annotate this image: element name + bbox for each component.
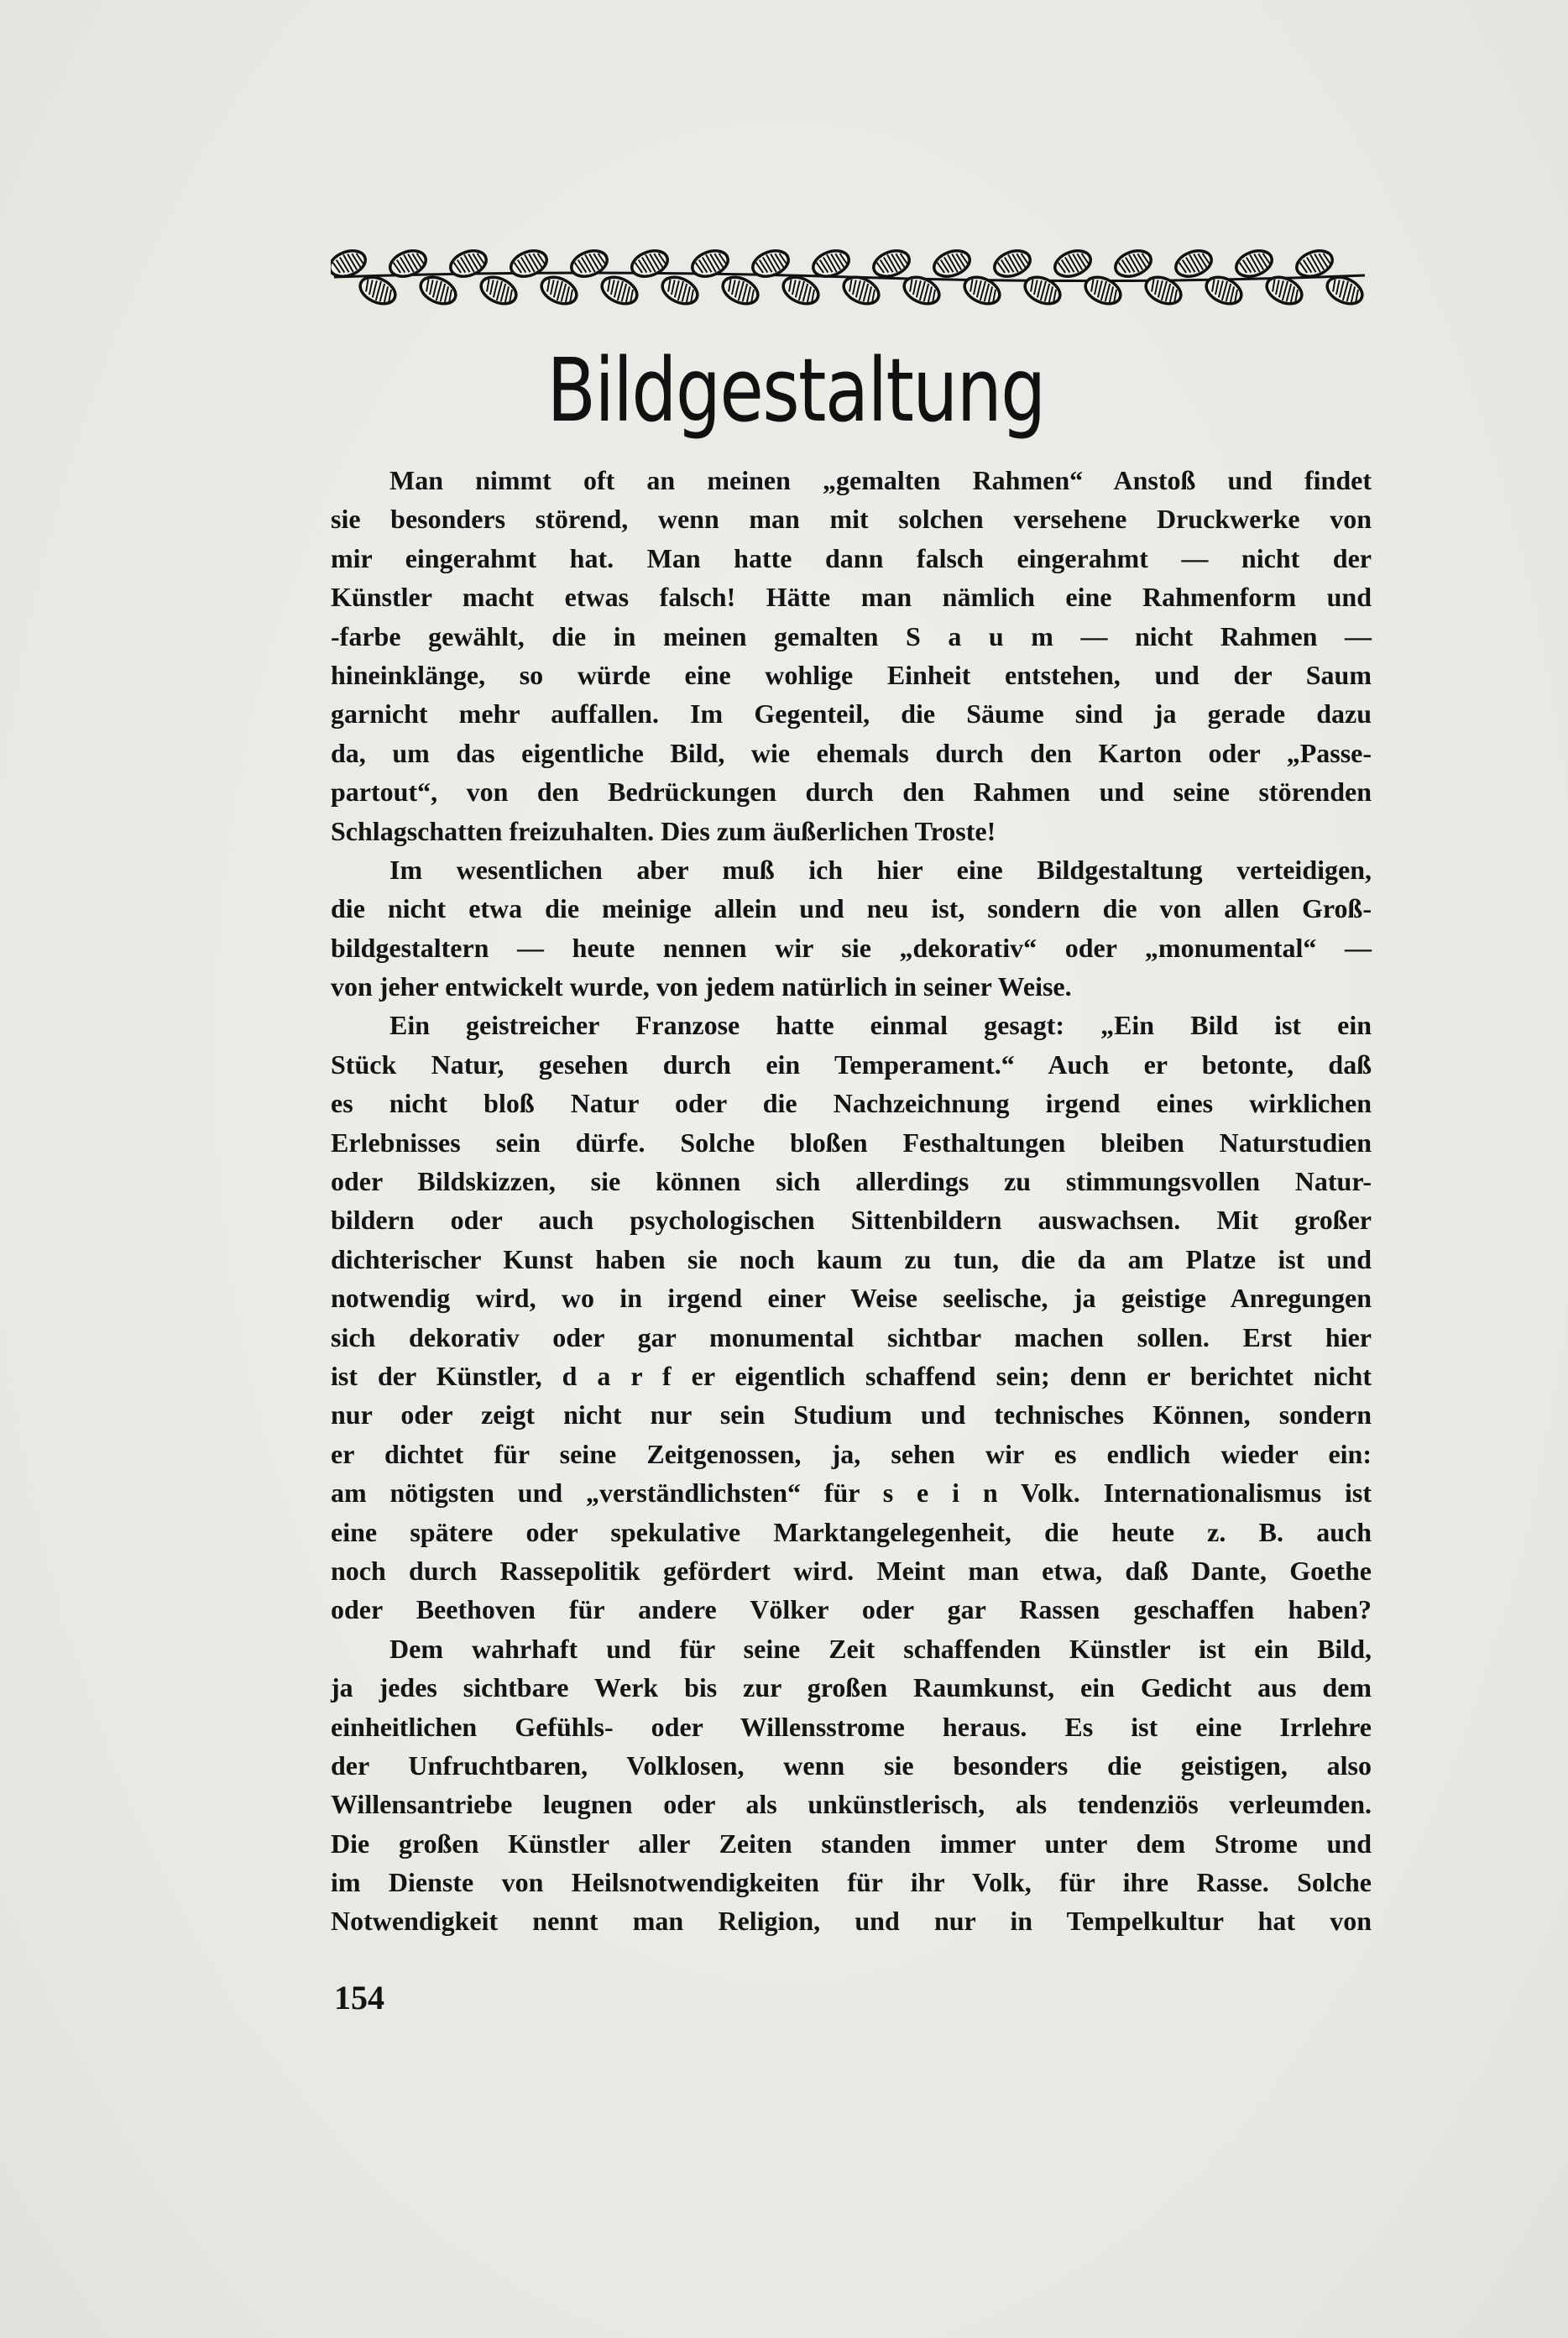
text-line: einheitlichen Gefühls- oder Willensstrome heraus. Es ist eine Irrlehre: [331, 1711, 1372, 1742]
leaf-icon: [1233, 246, 1276, 280]
text-line: partout“, von den Bedrückungen durch den Rahmen und seine störenden: [331, 777, 1372, 808]
text-line: Erlebnisses sein dürfe. Solche bloßen Festhaltungen bleiben Naturstudien: [331, 1127, 1372, 1158]
leaf-icon: [931, 246, 974, 280]
text-line: ja jedes sichtbare Werk bis zur großen Raumkunst, ein Gedicht aus dem: [331, 1672, 1372, 1703]
page-title: Bildgestaltung: [546, 339, 1045, 442]
text-line: nur oder zeigt nicht nur sein Studium und technisches Können, sondern: [331, 1399, 1372, 1431]
leaf-icon: [537, 272, 581, 309]
leaf-icon: [629, 246, 672, 280]
leaf-icon: [658, 272, 702, 309]
leaf-icon: [356, 272, 400, 309]
leaf-icon: [416, 272, 460, 309]
text-line: Ein geistreicher Franzose hatte einmal gesagt: „Ein Bild ist ein: [389, 1010, 1372, 1041]
leaf-icon: [779, 272, 823, 309]
leaf-icon: [568, 246, 611, 280]
leaf-icon: [870, 246, 913, 280]
text-line: Im wesentlichen aber muß ich hier eine Bildgestaltung verteidigen,: [389, 854, 1372, 885]
text-line: Die großen Künstler aller Zeiten standen immer unter dem Strome und: [331, 1828, 1372, 1859]
leaf-icon: [960, 272, 1004, 309]
text-line: bildgestaltern — heute nennen wir sie „dekorativ“ oder „monumental“ —: [331, 932, 1372, 963]
text-line: Dem wahrhaft und für seine Zeit schaffenden Künstler ist ein Bild,: [389, 1633, 1372, 1664]
leaf-icon: [1021, 272, 1064, 309]
leaf-icon: [1142, 272, 1185, 309]
text-line: er dichtet für seine Zeitgenossen, ja, sehen wir es endlich wieder ein:: [331, 1438, 1372, 1469]
text-line: Schlagschatten freizuhalten. Dies zum äußerlichen Troste!: [331, 815, 996, 846]
text-line: mir eingerahmt hat. Man hatte dann falsch eingerahmt — nicht der: [331, 542, 1372, 573]
text-line: Stück Natur, gesehen durch ein Temperament.“ Auch er betonte, daß: [331, 1049, 1372, 1080]
leaf-icon: [689, 246, 732, 280]
text-line: von jeher entwickelt wurde, von jedem natürlich in seiner Weise.: [331, 971, 1072, 1002]
leaf-icon: [1112, 246, 1155, 280]
text-line: bildern oder auch psychologischen Sittenbildern auswachsen. Mit großer: [331, 1205, 1372, 1236]
leaf-icon: [991, 246, 1034, 280]
text-line: hineinklänge, so würde eine wohlige Einheit entstehen, und der Saum: [331, 659, 1372, 690]
text-line: es nicht bloß Natur oder die Nachzeichnung irgend eines wirklichen: [331, 1088, 1372, 1119]
text-line: Notwendigkeit nennt man Religion, und nur in Tempelkultur hat von: [331, 1906, 1372, 1937]
leaf-icon: [1081, 272, 1125, 309]
text-line: eine spätere oder spekulative Marktangelegenheit, die heute z. B. auch: [331, 1516, 1372, 1547]
text-line: ist der Künstler, d a r f er eigentlich schaffend sein; denn er berichtet nicht: [331, 1360, 1372, 1391]
leaf-icon: [1052, 246, 1095, 280]
text-line: -farbe gewählt, die in meinen gemalten S a u m — nicht Rahmen —: [331, 620, 1372, 651]
text-line: im Dienste von Heilsnotwendigkeiten für ihr Volk, für ihre Rasse. Solche: [331, 1867, 1372, 1898]
text-line: oder Bildskizzen, sie können sich allerdings zu stimmungsvollen Natur-: [331, 1166, 1372, 1197]
text-line: sich dekorativ oder gar monumental sichtbar machen sollen. Erst hier: [331, 1321, 1372, 1352]
text-line: noch durch Rassepolitik gefördert wird. Meint man etwa, daß Dante, Goethe: [331, 1555, 1372, 1586]
text-line: garnicht mehr auffallen. Im Gegenteil, die Säume sind ja gerade dazu: [331, 698, 1372, 730]
text-line: dichterischer Kunst haben sie noch kaum zu tun, die da am Platze ist und: [331, 1243, 1372, 1274]
page-number: 154: [334, 1979, 384, 2016]
text-line: der Unfruchtbaren, Volklosen, wenn sie besonders die geistigen, also: [331, 1750, 1372, 1781]
leaf-icon: [508, 246, 551, 280]
text-line: Willensantriebe leugnen oder als unkünstlerisch, als tendenziös verleumden.: [331, 1789, 1372, 1820]
text-line: die nicht etwa die meinige allein und neu ist, sondern die von allen Groß-: [331, 893, 1372, 924]
leaf-icon: [719, 272, 762, 309]
leaf-icon: [1202, 272, 1246, 309]
text-line: Man nimmt oft an meinen „gemalten Rahmen“ Anstoß und findet: [389, 465, 1372, 495]
leaf-garland-ornament-icon: [331, 243, 1368, 316]
leaf-icon: [447, 246, 490, 280]
text-line: am nötigsten und „verständlichsten“ für s e i n Volk. Internationalismus ist: [331, 1478, 1372, 1509]
text-line: oder Beethoven für andere Völker oder gar Rassen geschaffen haben?: [331, 1594, 1372, 1625]
leaf-icon: [477, 272, 520, 309]
text-line: sie besonders störend, wenn man mit solchen versehene Druckwerke von: [331, 504, 1372, 535]
leaf-icon: [598, 272, 641, 309]
text-line: Künstler macht etwas falsch! Hätte man nämlich eine Rahmenform und: [331, 582, 1372, 613]
text-line: da, um das eigentliche Bild, wie ehemals durch den Karton oder „Passe-: [331, 737, 1372, 768]
leaf-icon: [1173, 246, 1215, 280]
text-line: notwendig wird, wo in irgend einer Weise seelische, ja geistige Anregungen: [331, 1283, 1372, 1314]
article-body: [331, 461, 1372, 1941]
